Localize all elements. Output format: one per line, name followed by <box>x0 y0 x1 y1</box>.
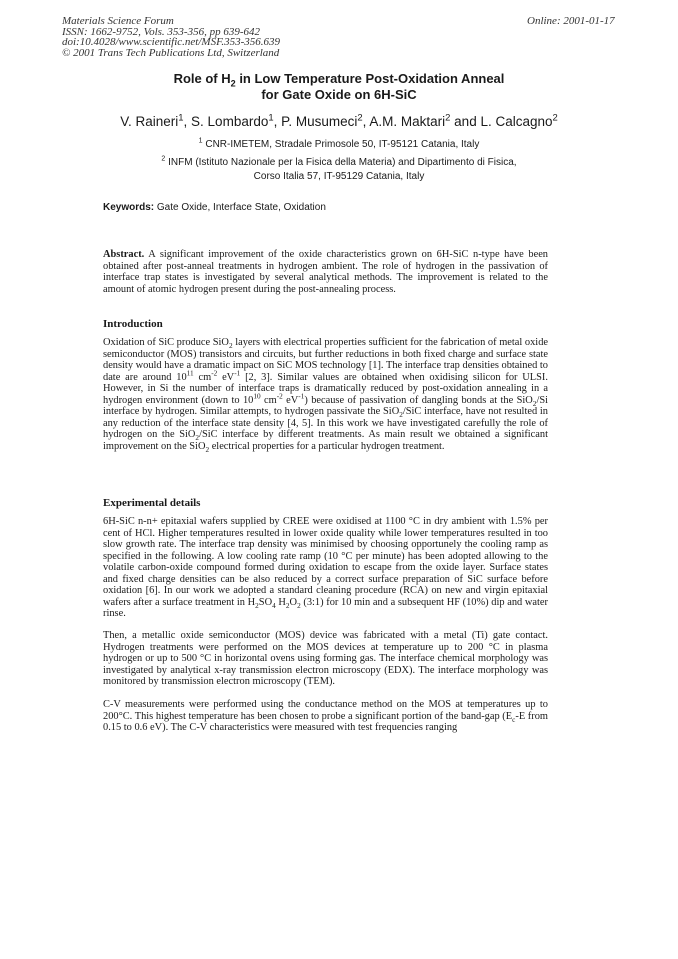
journal-header <box>62 16 280 58</box>
experimental-paragraph-3: C-V measurements were performed using the conductance method on the MOS at temperatures up to 200°C. This highest temperature has been chosen to probe a significant portion of the band-gap ($E_c-E$ from 0.15 to 0.6 eV). The C-V characteristics were measured with test frequencies ranging <box>103 699 549 733</box>
author-4: A.M. Maktari$^2$ <box>369 112 451 129</box>
experimental-paragraph-2: Then, a metallic oxide semiconductor (MOS) device was fabricated with a metal (Ti) gate contact. Hydrogen treatments were performed on the MOS devices at temperature up to 200 °C in plasma hydrogen or up to 500 °C in horizontal ovens using forming gas. The interface chemical morphology was investigated by analytical x-ray transmission electron microscopy (EDX). The interface morphology was monitored by transmission electron microscopy (TEM). <box>103 630 548 687</box>
copyright-line: © 2001 Trans Tech Publications Ltd, Switzerland <box>62 46 280 59</box>
author-3: P. Musumeci$^2$ <box>281 112 363 129</box>
paper-title <box>0 71 678 103</box>
affiliation-1: $^1$ CNR-IMETEM, Stradale Primosole 50, IT-95121 Catania, Italy <box>198 137 480 150</box>
introduction-heading: Introduction <box>103 318 163 330</box>
online-date: Online: 2001-01-17 <box>527 15 615 27</box>
keywords-text: Gate Oxide, Interface State, Oxidation <box>154 202 326 213</box>
affiliation-2-line-2: Corso Italia 57, IT-95129 Catania, Italy <box>253 171 425 182</box>
affiliation-2: $^2$ INFM (Istituto Nazionale per la Fisica della Materia) and Dipartimento di Fisica, <box>161 155 517 168</box>
introduction-text: Oxidation of SiC produce SiO$_2$ layers with electrical properties sufficient for the fabrication of metal oxide semiconductor (MOS) transistors and circuits, but further reductions in both fixed charge and surface state density would have a dramatic impact on SiC MOS technology [1]. The interface trap densities obtained to date are around $10^{11}$ $cm^{-2}$ $eV^{-1}$ [2, 3]. Similar values are obtained when oxidising silicon for ULSI. However, in Si the number of interface traps is dramatically reduced by post-oxidation annealing in a hydrogen environment (down to $10^{10}$ $cm^{-2}$ $eV^{-1}$) because of passivation of dangling bonds at the SiO$_2$/Si interface by hydrogen. Similar attempts, to hydrogen passivate the SiO$_2$/SiC interface, have not resulted in any reduction of the interface state density [4, 5]. In this work we have investigated carefully the role of hydrogen on the SiO$_2$/SiC interface by different treatments. As main result we obtained a significant improvement on the SiO$_2$ electrical properties for a particular hydrogen treatment. <box>103 337 548 454</box>
author-list: V. Raineri$^1$, S. Lombardo$^1$, P. Musumeci$^2$, A.M. Maktari$^2$ and L. Calcagno$^2$ <box>120 112 558 129</box>
journal-name: Materials Science Forum <box>62 15 174 27</box>
issn-line: ISSN: 1662-9752, Vols. 353-356, pp 639-642 <box>62 25 260 38</box>
author-1: V. Raineri$^1$ <box>120 112 184 129</box>
abstract-label: Abstract. <box>103 249 145 260</box>
experimental-paragraph-1: 6H-SiC n-n+ epitaxial wafers supplied by CREE were oxidised at 1100 °C in dry ambient with 1.5% per cent of HCl. Higher temperatures resulted in lower oxide quality while lower temperatures resulted in too slow growth rate. The interface trap density was minimised by choosing opportunely the cooling ramp as specified in the following. A low cooling rate ramp (10 °C per minute) has been adopted allowing to the volatile carbon-oxide compound formed during oxidation to escape from the oxide layer. Surface states and fixed charge densities can be also reduced by a correct surface preparation of SiC surface before oxidation [6]. In our work we adopted a standard cleaning procedure (RCA) on new and virgin epitaxial wafers after a surface treatment in $H_2SO_4$ $H_2O_2$ (3:1) for 10 min and a subsequent HF (10%) dip and water rinse. <box>103 516 548 619</box>
title-line-2: for Gate Oxide on 6H-SiC <box>261 87 417 102</box>
keywords-label: Keywords: <box>103 202 155 213</box>
author-5: L. Calcagno$^2$ <box>480 112 558 129</box>
abstract <box>103 249 548 295</box>
abstract-text: A significant improvement of the oxide characteristics grown on 6H-SiC n-type have been obtained after post-anneal treatments in hydrogen ambient. The role of hydrogen in the passivation of interface trap states is investigated by several analytical methods. The improvement is related to the amount of atomic hydrogen present during the post-annealing process. <box>103 249 548 295</box>
keywords <box>103 202 326 213</box>
doi-line[interactable]: doi:10.4028/www.scientific.net/MSF.353-356.639 <box>62 36 281 48</box>
experimental-heading: Experimental details <box>103 497 201 509</box>
title-line-1: Role of $H_2$ in Low Temperature Post-Oxidation Anneal <box>173 71 505 89</box>
affiliations <box>0 138 678 184</box>
author-2: S. Lombardo$^1$ <box>191 112 274 129</box>
